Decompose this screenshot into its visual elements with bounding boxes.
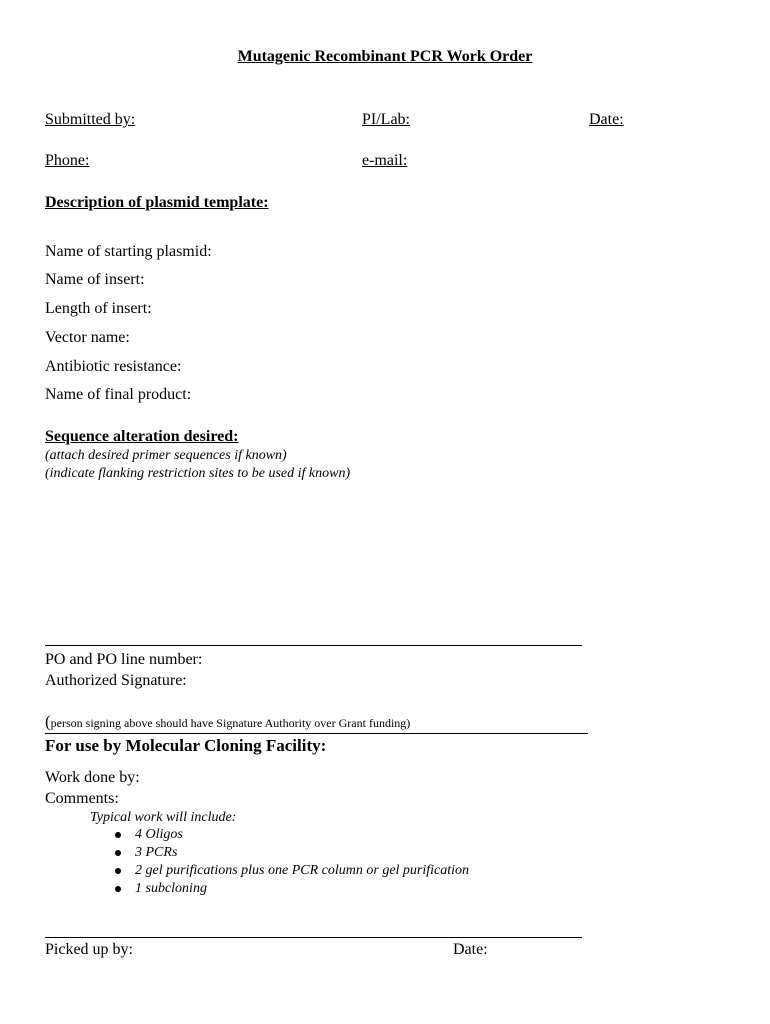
po-number-label: PO and PO line number: bbox=[45, 651, 203, 668]
date-label: Date: bbox=[589, 111, 624, 128]
bullet-icon bbox=[115, 832, 121, 838]
work-item-purifications: 2 gel purifications plus one PCR column or gel purification bbox=[135, 863, 470, 878]
work-item-subcloning: 1 subcloning bbox=[135, 881, 207, 896]
work-item-oligos: 4 Oligos bbox=[135, 827, 183, 842]
restriction-sites-note: (indicate flanking restriction sites to be used if known) bbox=[45, 466, 351, 481]
bullet-icon bbox=[115, 868, 121, 874]
page-title: Mutagenic Recombinant PCR Work Order bbox=[237, 48, 533, 65]
primer-note: (attach desired primer sequences if known) bbox=[45, 448, 287, 463]
sequence-section-heading: Sequence alteration desired: bbox=[45, 428, 239, 445]
pi-lab-label: PI/Lab: bbox=[362, 111, 410, 128]
typical-work-label: Typical work will include: bbox=[90, 810, 237, 825]
work-item-pcrs: 3 PCRs bbox=[135, 845, 178, 860]
authorization-rule bbox=[45, 645, 582, 646]
work-done-by-label: Work done by: bbox=[45, 769, 140, 786]
signature-note-text: person signing above should have Signature Authority over Grant funding) bbox=[50, 716, 411, 730]
picked-up-by-label: Picked up by: bbox=[45, 941, 133, 958]
insert-length-label: Length of insert: bbox=[45, 300, 152, 317]
phone-label: Phone: bbox=[45, 152, 90, 169]
signature-note-paren: ( bbox=[45, 712, 51, 731]
signature-note bbox=[45, 712, 410, 732]
comments-label: Comments: bbox=[45, 790, 119, 807]
footer-date-label: Date: bbox=[453, 941, 488, 958]
antibiotic-resistance-label: Antibiotic resistance: bbox=[45, 358, 182, 375]
signature-note-rule bbox=[45, 733, 588, 734]
bullet-icon bbox=[115, 886, 121, 892]
authorized-signature-label: Authorized Signature: bbox=[45, 672, 187, 689]
final-product-label: Name of final product: bbox=[45, 386, 192, 403]
email-label: e-mail: bbox=[362, 152, 408, 169]
plasmid-section-heading: Description of plasmid template: bbox=[45, 194, 269, 211]
vector-name-label: Vector name: bbox=[45, 329, 130, 346]
footer-rule bbox=[45, 937, 582, 938]
submitted-by-label: Submitted by: bbox=[45, 111, 136, 128]
insert-name-label: Name of insert: bbox=[45, 271, 145, 288]
bullet-icon bbox=[115, 850, 121, 856]
starting-plasmid-label: Name of starting plasmid: bbox=[45, 243, 212, 260]
facility-section-heading: For use by Molecular Cloning Facility: bbox=[45, 736, 327, 755]
